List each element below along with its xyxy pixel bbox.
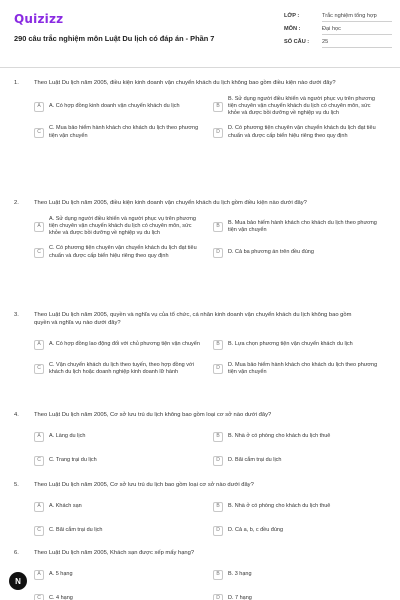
meta-row-subject [284,26,392,39]
option-text: D. Có phương tiện chuyên vận chuyển khách du lịch đạt tiêu chuẩn và được cấp biển hiệu riêng theo quy định [228,125,376,139]
meta-key: MÔN : [284,26,301,32]
question-text: Theo Luật Du lịch năm 2005, Khách sạn được xếp mấy hạng? [34,550,195,556]
option-b[interactable] [213,336,386,354]
question-1 [0,79,400,199]
option-d[interactable] [213,360,386,378]
option-d[interactable] [213,124,386,142]
option-text: B. Mua bảo hiểm hành khách cho khách du lịch theo phương tiện vận chuyển [228,219,377,233]
option-a[interactable] [34,216,207,238]
option-letter-box: B [213,102,223,112]
option-d[interactable] [213,244,386,262]
option-letter-box: A [34,432,44,442]
option-a[interactable] [34,428,207,446]
option-text: C. Mua bảo hiểm hành khách cho khách du lịch theo phương tiện vận chuyển [49,125,199,139]
question-5 [0,481,400,549]
question-4 [0,411,400,481]
option-text: A. Sử dụng người điều khiển và người phục vụ trên phương tiện chuyên vận chuyển khách du lịch có chuyên môn, sức khỏe và được bồi dưỡng về nghiệp vụ du lịch [49,216,196,237]
question-number: 1. [14,80,19,86]
option-b[interactable] [213,216,386,238]
option-a[interactable] [34,336,207,354]
option-text: A. Làng du lịch [49,433,86,440]
meta-value: Trắc nghiệm tổng hợp [322,13,392,22]
option-letter-box: A [34,570,44,580]
option-letter-box: B [213,432,223,442]
option-letter-box: B [213,222,223,232]
option-letter-box: A [34,222,44,232]
option-text: A. 5 hạng [49,571,73,578]
option-letter-box: B [213,340,223,350]
option-letter-box: A [34,502,44,512]
option-b[interactable] [213,566,386,584]
meta-value: 25 [322,39,392,48]
option-b[interactable] [213,96,386,118]
option-c[interactable] [34,244,207,262]
question-text: Theo Luật Du lịch năm 2005, điều kiện kinh doanh vận chuyển khách du lịch gồm điều kiện nào dưới đây? [34,200,307,206]
option-letter-box: D [213,594,223,600]
option-letter-box: C [34,526,44,536]
option-text: D. Cả a, b, c đều đúng [228,527,284,534]
option-c[interactable] [34,522,207,540]
header-divider [0,67,400,68]
meta-key: SỐ CÂU : [284,39,310,45]
question-text: Theo Luật Du lịch năm 2005, Cơ sở lưu trú du lịch không bao gồm loại cơ sở nào dưới đây? [34,412,272,418]
quizizz-logo[interactable]: Quizizz [14,12,64,26]
question-text: Theo Luật Du lịch năm 2005, điều kiện kinh doanh vận chuyển khách du lịch không bao gồm điều kiện nào dưới đây? [34,80,336,86]
question-list [0,79,400,600]
question-6 [0,549,400,600]
question-text: Theo Luật Du lịch năm 2005, Cơ sở lưu trú du lịch bao gồm loại cơ sở nào dưới đây? [34,482,254,488]
option-b[interactable] [213,498,386,516]
option-text: B. 3 hạng [228,571,252,578]
option-text: C. Vận chuyển khách du lịch theo tuyến, theo hợp đồng với khách du lịch hoặc doanh nghiệp kinh doanh lữ hành [49,361,194,375]
option-d[interactable] [213,452,386,470]
question-number: 4. [14,412,19,418]
option-c[interactable] [34,124,207,142]
question-text: Theo Luật Du lịch năm 2005, quyền và nghĩa vụ của tổ chức, cá nhân kinh doanh vận chuyển khách du lịch không bao gồm quyền và nghĩa vụ nào dưới đây? [34,312,352,326]
option-letter-box: B [213,502,223,512]
option-a[interactable] [34,566,207,584]
option-text: A. Có hợp đồng lao động đối với chủ phương tiện vận chuyển [49,341,200,348]
option-text: B. Lựa chọn phương tiện vận chuyển khách du lịch [228,341,353,348]
option-text: D. 7 hạng [228,595,252,600]
option-a[interactable] [34,96,207,118]
meta-key: LỚP : [284,13,300,19]
option-letter-box: C [34,128,44,138]
option-letter-box: C [34,456,44,466]
option-letter-box: C [34,248,44,258]
option-text: A. Khách sạn [49,503,82,510]
option-b[interactable] [213,428,386,446]
option-letter-box: D [213,456,223,466]
option-text: C. Trang trại du lịch [49,457,97,464]
meta-row-class [284,13,392,26]
question-number: 5. [14,482,19,488]
question-number: 2. [14,200,19,206]
document-title: 290 câu trắc nghiệm môn Luật Du lịch có đáp án - Phần 7 [14,34,215,43]
meta-row-count [284,39,392,52]
option-text: B. Nhà ở có phòng cho khách du lịch thuê [228,433,331,440]
option-letter-box: D [213,248,223,258]
option-letter-box: B [213,570,223,580]
option-text: C. 4 hạng [49,595,73,600]
option-d[interactable] [213,590,386,600]
option-text: C. Có phương tiện chuyên vận chuyển khách du lịch đạt tiêu chuẩn và được cấp biển hiệu riêng theo quy định [49,245,197,259]
option-d[interactable] [213,522,386,540]
option-c[interactable] [34,590,207,600]
option-letter-box: C [34,364,44,374]
option-letter-box: D [213,128,223,138]
option-text: D. Cả ba phương án trên đều đúng [228,249,314,255]
option-text: D. Bãi cắm trại du lịch [228,457,282,464]
question-number: 3. [14,312,19,318]
question-2 [0,199,400,311]
option-letter-box: D [213,364,223,374]
option-text: D. Mua bảo hiểm hành khách cho khách du lịch theo phương tiện vận chuyển [228,361,378,375]
option-text: C. Bãi cắm trại du lịch [49,527,103,534]
option-a[interactable] [34,498,207,516]
meta-info [284,13,392,52]
option-letter-box: A [34,102,44,112]
floating-action-button[interactable]: N [9,572,27,590]
question-3 [0,311,400,411]
option-letter-box: D [213,526,223,536]
option-text: A. Có hợp đồng kinh doanh vận chuyển khách du lịch [49,103,180,110]
option-c[interactable] [34,360,207,378]
option-letter-box: C [34,594,44,600]
option-text: B. Nhà ở có phòng cho khách du lịch thuê [228,503,331,510]
option-letter-box: A [34,340,44,350]
option-text: B. Sử dụng người điều khiển và người phục vụ trên phương tiện chuyên vận chuyển khách du lịch có chuyên môn, sức khỏe và được bồi dưỡng về nghiệp vụ du lịch [228,96,375,117]
meta-value: Đại học [322,26,392,35]
option-c[interactable] [34,452,207,470]
question-number: 6. [14,550,19,556]
